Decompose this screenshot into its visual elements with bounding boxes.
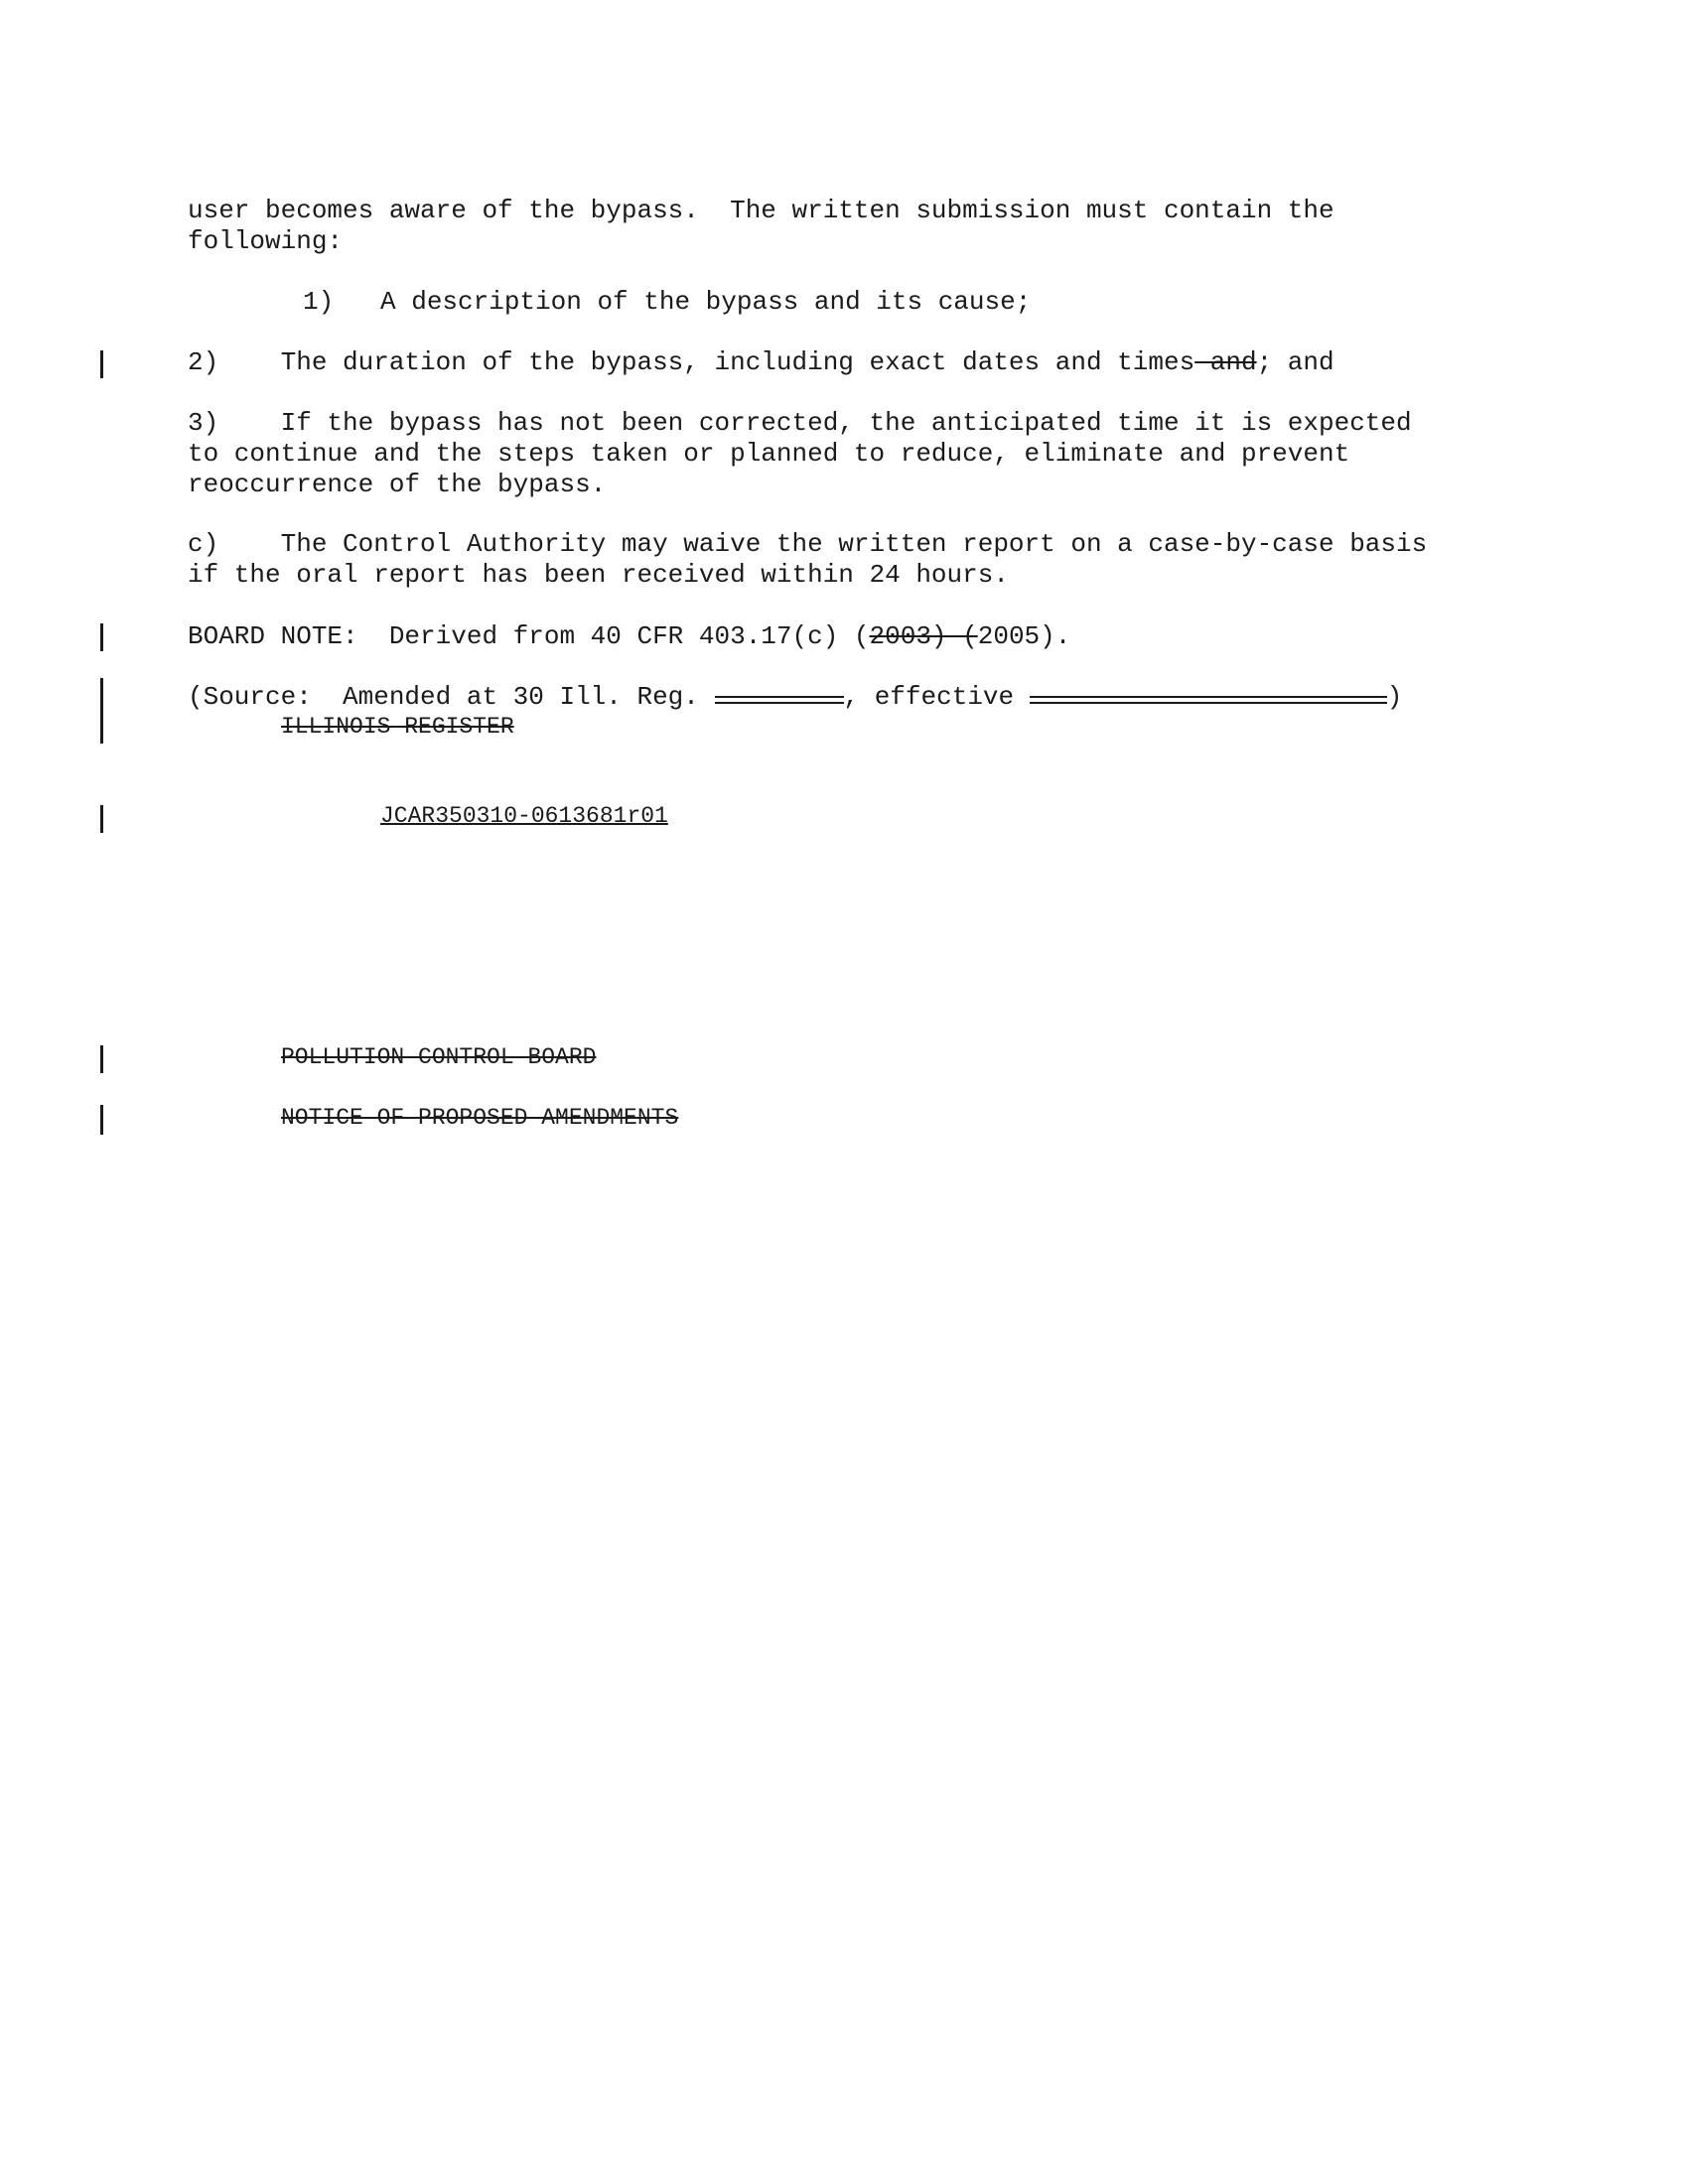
source-prefix: (Source: Amended at 30 Ill. Reg. bbox=[188, 682, 715, 712]
change-bar bbox=[100, 623, 103, 651]
paragraph-c: c) The Control Authority may waive the written report on a case-by-case basis bbox=[188, 529, 1428, 559]
struck-header-pollution-control-board: POLLUTION CONTROL BOARD bbox=[281, 1044, 597, 1070]
board-note-suffix: 2005). bbox=[977, 621, 1071, 651]
source-suffix: ) bbox=[1386, 682, 1403, 712]
paragraph-c: if the oral report has been received within 24 hours. bbox=[188, 560, 1009, 590]
struck-text: 2003) ( bbox=[869, 621, 978, 651]
item2-end: ; and bbox=[1256, 347, 1334, 377]
struck-text: and bbox=[1194, 347, 1257, 377]
list-item-3: reoccurrence of the bypass. bbox=[188, 470, 607, 499]
item2-text: 2) The duration of the bypass, including exact dates and times bbox=[188, 347, 1195, 377]
board-note bbox=[188, 621, 1070, 652]
change-bar bbox=[100, 1045, 103, 1073]
intro-line: user becomes aware of the bypass. The written submission must contain the bbox=[188, 196, 1334, 225]
register-page-blank bbox=[715, 682, 844, 704]
effective-date-blank bbox=[1030, 682, 1387, 704]
list-item-3: 3) If the bypass has not been corrected, the anticipated time it is expected bbox=[188, 408, 1412, 438]
jcar-code: JCAR350310-0613681r01 bbox=[380, 803, 668, 829]
struck-header-illinois-register: ILLINOIS REGISTER bbox=[281, 714, 514, 740]
change-bar bbox=[100, 350, 103, 378]
list-item-3: to continue and the steps taken or planned to reduce, eliminate and prevent bbox=[188, 439, 1350, 469]
source-middle: , effective bbox=[843, 682, 1030, 712]
struck-header-notice: NOTICE OF PROPOSED AMENDMENTS bbox=[281, 1105, 679, 1131]
intro-line: following: bbox=[188, 226, 344, 256]
list-item-2 bbox=[188, 347, 1334, 378]
change-bar bbox=[100, 678, 103, 744]
change-bar bbox=[100, 805, 103, 833]
list-item-1: 1) A description of the bypass and its cause; bbox=[303, 287, 1032, 317]
board-note-prefix: BOARD NOTE: Derived from 40 CFR 403.17(c) ( bbox=[188, 621, 870, 651]
source-line bbox=[188, 682, 1402, 713]
change-bar bbox=[100, 1105, 103, 1135]
